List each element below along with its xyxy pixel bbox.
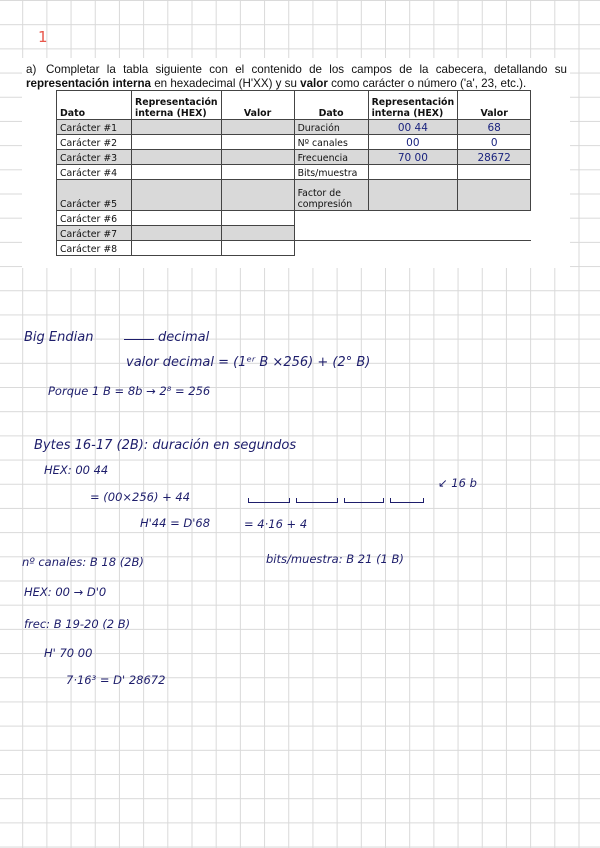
byte-bracket <box>344 498 384 503</box>
table-row <box>57 150 531 165</box>
dato-cell: Nº canales <box>294 135 368 150</box>
dato-cell: Factor de compresión <box>294 180 368 211</box>
dato-cell: Carácter #3 <box>57 150 132 165</box>
note-calc-frec: 7·16³ = D' 28672 <box>66 673 166 687</box>
table-row <box>57 120 531 135</box>
hex-cell[interactable] <box>132 241 222 256</box>
valor-cell[interactable] <box>221 150 294 165</box>
statement-bold-1: representación interna <box>26 77 151 90</box>
byte-bracket <box>390 498 424 503</box>
valor-cell[interactable] <box>221 226 294 241</box>
hex-cell[interactable] <box>132 226 222 241</box>
hex-cell[interactable]: 70 00 <box>368 150 458 165</box>
dato-cell: Carácter #7 <box>57 226 132 241</box>
valor-cell[interactable] <box>458 165 531 180</box>
empty-space <box>294 226 531 241</box>
dato-cell: Bits/muestra <box>294 165 368 180</box>
note-decimal: decimal <box>158 330 210 345</box>
note-calc-2: H'44 = D'68 <box>140 516 211 530</box>
note-calc-1: = (00×256) + 44 <box>90 490 191 504</box>
note-bytes: Bytes 16-17 (2B): duración en segundos <box>34 438 297 453</box>
dato-cell: Carácter #5 <box>57 180 132 211</box>
table-row <box>57 180 531 211</box>
note-frec: frec: B 19-20 (2 B) <box>24 617 131 631</box>
valor-cell[interactable] <box>458 180 531 211</box>
table-row <box>57 165 531 180</box>
valor-cell[interactable] <box>221 180 294 211</box>
hex-cell[interactable] <box>368 180 458 211</box>
note-canales: nº canales: B 18 (2B) <box>22 555 144 569</box>
exercise-label: a) <box>26 63 37 76</box>
dato-cell: Carácter #4 <box>57 165 132 180</box>
note-h70: H' 70 00 <box>44 646 93 660</box>
valor-cell[interactable]: 68 <box>458 120 531 135</box>
hex-cell[interactable] <box>132 165 222 180</box>
valor-cell[interactable] <box>221 165 294 180</box>
byte-bracket <box>296 498 338 503</box>
page-number: 1 <box>38 28 48 46</box>
table-row <box>57 226 531 241</box>
hex-cell[interactable]: 00 44 <box>368 120 458 135</box>
dato-cell: Duración <box>294 120 368 135</box>
note-big-endian: Big Endian <box>24 330 94 345</box>
header-fields-table <box>56 90 531 256</box>
col-header-valor-2: Valor <box>458 91 531 120</box>
valor-cell[interactable] <box>221 120 294 135</box>
empty-space <box>294 211 531 226</box>
note-hex-00: HEX: 00 → D'0 <box>24 585 107 599</box>
valor-cell[interactable]: 0 <box>458 135 531 150</box>
statement-text-2: en hexadecimal (H'XX) y su <box>154 77 297 90</box>
hex-cell[interactable] <box>132 180 222 211</box>
statement-text-1: Completar la tabla siguiente con el contenido de los campos de la cabecera, detallando su <box>46 63 567 76</box>
empty-space <box>294 241 531 256</box>
note-16b: ↙ 16 b <box>438 476 477 490</box>
statement-text-3: como carácter o número ('a', 23, etc.). <box>331 77 527 90</box>
dato-cell: Frecuencia <box>294 150 368 165</box>
col-header-dato: Dato <box>57 91 132 120</box>
hex-cell[interactable]: 00 <box>368 135 458 150</box>
col-header-valor: Valor <box>221 91 294 120</box>
hex-cell[interactable] <box>132 135 222 150</box>
table-row <box>57 241 531 256</box>
valor-cell[interactable] <box>221 211 294 226</box>
note-valor-decimal: valor decimal = (1ᵉʳ B ×256) + (2° B) <box>126 355 371 370</box>
note-porque: Porque 1 B = 8b → 2⁸ = 256 <box>48 384 211 398</box>
dato-cell: Carácter #1 <box>57 120 132 135</box>
valor-cell[interactable]: 28672 <box>458 150 531 165</box>
arrow-icon <box>124 339 154 340</box>
note-bits-muestra: bits/muestra: B 21 (1 B) <box>266 552 404 566</box>
note-calc-3: = 4·16 + 4 <box>244 517 308 531</box>
statement-bold-2: valor <box>300 77 328 90</box>
byte-bracket <box>248 498 290 503</box>
exercise-statement <box>26 63 567 91</box>
dato-cell: Carácter #2 <box>57 135 132 150</box>
hex-cell[interactable] <box>368 165 458 180</box>
table-header-row <box>57 91 531 120</box>
hex-cell[interactable] <box>132 120 222 135</box>
hex-cell[interactable] <box>132 211 222 226</box>
table-row <box>57 135 531 150</box>
table-row <box>57 211 531 226</box>
col-header-rep: Representación interna (HEX) <box>132 91 222 120</box>
col-header-rep-2: Representación interna (HEX) <box>368 91 458 120</box>
hex-cell[interactable] <box>132 150 222 165</box>
dato-cell: Carácter #8 <box>57 241 132 256</box>
dato-cell: Carácter #6 <box>57 211 132 226</box>
valor-cell[interactable] <box>221 241 294 256</box>
note-hex: HEX: 00 44 <box>44 463 109 477</box>
col-header-dato-2: Dato <box>294 91 368 120</box>
valor-cell[interactable] <box>221 135 294 150</box>
